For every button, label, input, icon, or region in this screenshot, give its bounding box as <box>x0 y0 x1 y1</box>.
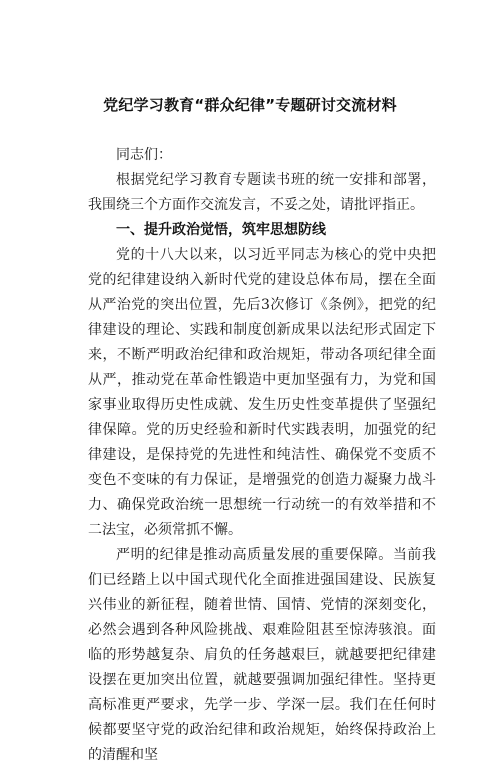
section-heading-1: 一、提升政治觉悟，筑牢思想防线 <box>116 222 326 238</box>
document-title: 党纪学习教育“群众纪律”专题研讨交流材料 <box>103 96 397 114</box>
document-body <box>88 143 436 768</box>
salutation: 同志们： <box>116 147 172 163</box>
body-paragraph-1: 党的十八大以来，以习近平同志为核心的党中央把党的纪律建设纳入新时代党的建设总体布局，摆在全面从严治党的突出位置，先后3次修订《条例》，把党的纪律建设的理论、实践和制度创新成果以法纪形式固定下来，不断严明政治纪律和政治规矩，带动各项纪律全面从严，推动党在革命性锻造中更加坚强有力，为党和国家事业取得历史性成就、发生历史性变革提供了坚强纪律保障。党的历史经验和新时代实践表明，加强党的纪律建设，是保持党的先进性和纯洁性、确保党不变质不变色不变味的有力保证，是增强党的创造力凝聚力战斗力、确保党政治统一思想统一行动统一的有效举措和不二法宝，必须常抓不懈。 <box>88 247 436 538</box>
intro-paragraph: 根据党纪学习教育专题读书班的统一安排和部署，我围绕三个方面作交流发言，不妥之处，请批评指正。 <box>88 172 436 213</box>
body-paragraph-2: 严明的纪律是推动高质量发展的重要保障。当前我们已经踏上以中国式现代化全面推进强国建设、民族复兴伟业的新征程，随着世情、国情、党情的深刻变化，必然会遇到各种风险挑战、艰难险阻甚至惊涛骇浪。面临的形势越复杂、肩负的任务越艰巨，就越要把纪律建设摆在更加突出位置，就越要强调加强纪律性。坚持更高标准更严要求，先学一步、学深一层。我们在任何时候都要坚守党的政治纪律和政治规矩，始终保持政治上的清醒和坚 <box>88 547 436 763</box>
